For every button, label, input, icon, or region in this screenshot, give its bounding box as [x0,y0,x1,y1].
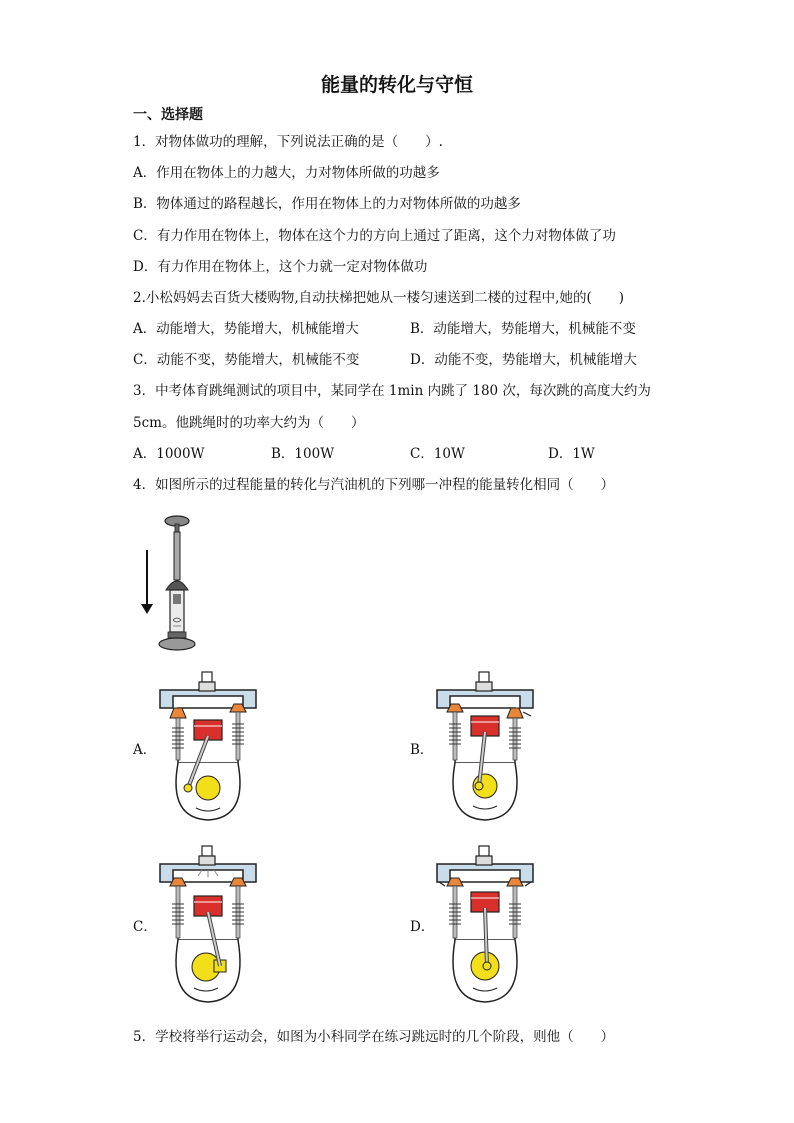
question-2-option-d: D．动能不变，势能增大，机械能增大 [410,352,637,368]
question-2-option-a: A．动能增大，势能增大，机械能增大 [133,321,359,337]
question-1-option-a: A．作用在物体上的力越大，力对物体所做的功越多 [133,165,440,181]
question-3-option-d: D．1W [548,446,595,462]
engine-stroke-a-figure [158,668,258,828]
section-heading: 一、选择题 [133,107,203,123]
question-1-option-c: C．有力作用在物体上，物体在这个力的方向上通过了距离，这个力对物体做了功 [133,228,616,244]
question-1-option-b: B．物体通过的路程越长，作用在物体上的力对物体所做的功越多 [133,196,521,212]
question-4-option-b-label: B． [410,742,434,758]
question-1-option-d: D．有力作用在物体上，这个力就一定对物体做功 [133,259,428,275]
question-2-option-c: C．动能不变，势能增大，机械能不变 [133,352,360,368]
question-3-option-c: C．10W [410,446,465,462]
question-3-option-a: A．1000W [133,446,205,462]
question-3-stem-line-1: 3．中考体育跳绳测试的项目中，某同学在 1min 内跳了 180 次，每次跳的高度大约为 [133,383,651,399]
fire-piston-figure [130,510,220,655]
page-title: 能量的转化与守恒 [320,74,473,96]
engine-stroke-c-figure [158,842,258,1007]
question-3-option-b: B．100W [271,446,335,462]
question-2-stem: 2.小松妈妈去百货大楼购物,自动扶梯把她从一楼匀速送到二楼的过程中,她的( ) [133,290,624,306]
engine-stroke-b-figure [435,668,535,828]
question-4-stem: 4．如图所示的过程能量的转化与汽油机的下列哪一冲程的能量转化相同（ ） [133,477,615,493]
question-4-option-c-label: C． [133,919,157,935]
question-5-stem: 5．学校将举行运动会，如图为小科同学在练习跳远时的几个阶段，则他（ ） [133,1029,615,1045]
question-4-option-d-label: D． [410,919,435,935]
engine-stroke-d-figure [435,842,535,1007]
question-2-option-b: B．动能增大，势能增大，机械能不变 [410,321,636,337]
question-3-stem-line-2: 5cm。他跳绳时的功率大约为（ ） [133,415,365,431]
question-4-option-a-label: A． [133,742,157,758]
question-1-stem: 1．对物体做功的理解，下列说法正确的是（ ）. [133,134,443,150]
